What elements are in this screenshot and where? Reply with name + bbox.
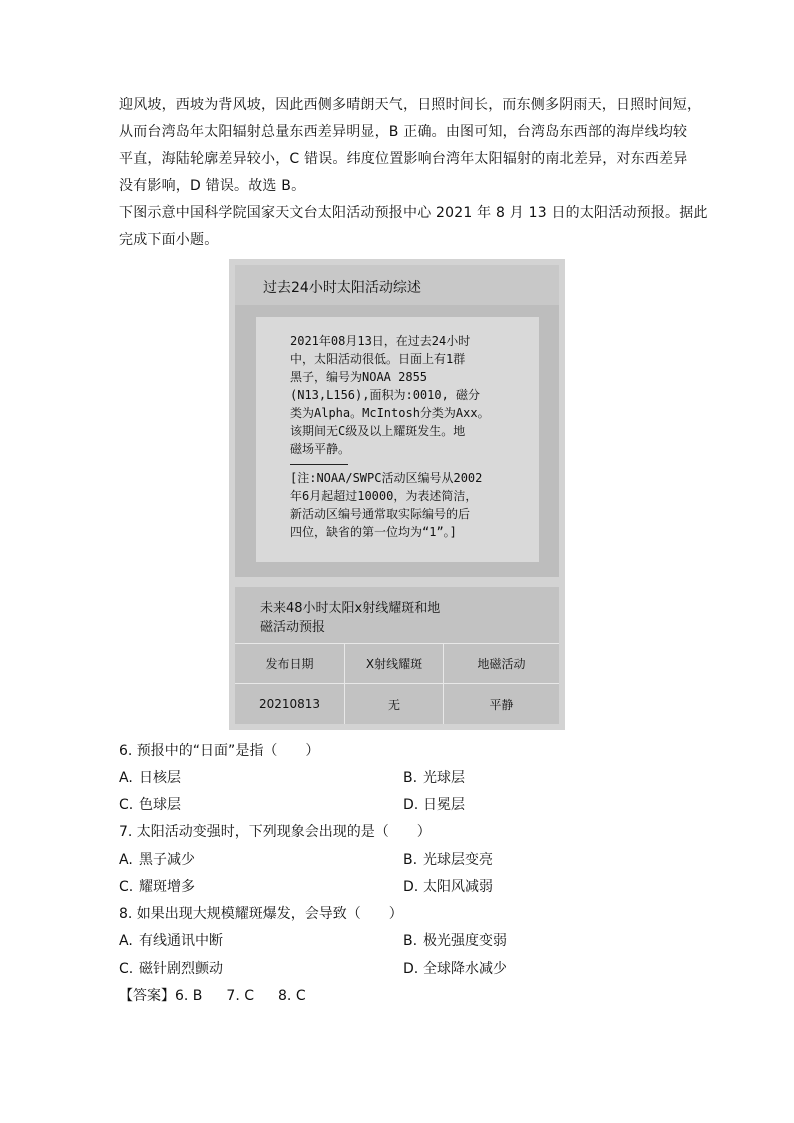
- table-header-geomagnetic: 地磁活动: [477, 656, 526, 671]
- answer-label: 【答案】: [119, 988, 175, 1004]
- question-7-option-a: [119, 849, 195, 869]
- intro-line: 从而台湾岛年太阳辐射总量东西差异明显，B 正确。由图可知，台湾岛东西部的海岸线均较: [119, 124, 688, 140]
- option-text: 太阳风减弱: [423, 879, 493, 895]
- summary-line: 中，太阳活动很低。日面上有1群: [290, 352, 466, 366]
- option-label: C.: [119, 879, 134, 895]
- forecast-panel-title: [260, 599, 440, 637]
- intro-line: 没有影响，D 错误。故选 B。: [119, 178, 306, 194]
- option-label: B.: [403, 852, 418, 868]
- summary-line: 2021年08月13日，在过去24小时: [290, 334, 471, 348]
- question-8-stem: 8. 如果出现大规模耀斑爆发，会导致（ ）: [119, 906, 403, 922]
- forecast-table: [235, 643, 559, 724]
- question-7-option-c: [119, 876, 195, 896]
- solar-forecast-figure: [229, 259, 565, 730]
- note-line: [注:NOAA/SWPC活动区编号从2002: [290, 471, 483, 485]
- option-label: B.: [403, 770, 418, 786]
- question-7-option-b: [403, 849, 493, 869]
- option-text: 全球降水减少: [423, 961, 507, 977]
- option-text: 日核层: [139, 770, 181, 786]
- note-line: 年6月起超过10000，为表述简洁，: [290, 489, 478, 503]
- option-text: 日冕层: [423, 797, 465, 813]
- option-text: 有线通讯中断: [139, 933, 223, 949]
- intro-line: 完成下面小题。: [119, 232, 219, 248]
- question-8-option-c: [119, 958, 223, 978]
- question-6-option-d: [403, 794, 465, 814]
- option-label: C.: [119, 961, 134, 977]
- summary-panel-header: [235, 265, 559, 305]
- forecast-title-line: 磁活动预报: [260, 620, 326, 635]
- table-cell-geomagnetic: 平静: [489, 697, 514, 712]
- question-6-stem: 6. 预报中的“日面”是指（ ）: [119, 743, 320, 759]
- question-6-option-c: [119, 794, 181, 814]
- option-label: B.: [403, 933, 418, 949]
- question-8-option-d: [403, 958, 507, 978]
- option-text: 磁针剧烈颤动: [139, 961, 223, 977]
- intro-line: 下图示意中国科学院国家天文台太阳活动预报中心 2021 年 8 月 13 日的太阳活动预报。据此: [119, 205, 708, 221]
- note-line: 四位，缺省的第一位均为“1”。]: [290, 525, 457, 539]
- note-line: 新活动区编号通常取实际编号的后: [290, 507, 471, 521]
- answer-line: [119, 985, 306, 1005]
- question-6-option-b: [403, 767, 465, 787]
- intro-paragraph: [119, 92, 708, 254]
- table-cell-date: 20210813: [258, 697, 321, 711]
- option-text: 色球层: [139, 797, 181, 813]
- summary-line: 类为Alpha。McIntosh分类为Axx。: [290, 406, 490, 420]
- summary-line: (N13,L156),面积为:0010, 磁分: [290, 388, 481, 402]
- option-label: A.: [119, 852, 133, 868]
- question-8-option-a: [119, 930, 223, 950]
- option-label: D.: [403, 961, 419, 977]
- option-text: 光球层变亮: [423, 852, 493, 868]
- forecast-title-line: 未来48小时太阳x射线耀斑和地: [260, 601, 441, 616]
- option-label: C.: [119, 797, 134, 813]
- summary-line: 该期间无C级及以上耀斑发生。地: [290, 424, 466, 438]
- forecast-panel: [235, 587, 559, 724]
- question-7-option-d: [403, 876, 493, 896]
- question-6-option-a: [119, 767, 181, 787]
- option-label: D.: [403, 879, 419, 895]
- summary-panel-title: 过去24小时太阳活动综述: [263, 280, 421, 296]
- option-text: 黑子减少: [139, 852, 195, 868]
- activity-summary-panel: [235, 265, 559, 577]
- summary-line: 黑子，编号为NOAA 2855: [290, 370, 428, 384]
- summary-text-box: [256, 317, 539, 562]
- intro-line: 平直，海陆轮廓差异较小，C 错误。纬度位置影响台湾年太阳辐射的南北差异，对东西差异: [119, 151, 688, 167]
- question-8-option-b: [403, 930, 507, 950]
- answer-item: 8. C: [278, 988, 306, 1004]
- summary-line: 磁场平静。: [290, 442, 351, 456]
- note-divider: [290, 464, 348, 465]
- intro-line: 迎风坡，西坡为背风坡，因此西侧多晴朗天气，日照时间长，而东侧多阴雨天，日照时间短，: [119, 97, 702, 113]
- answer-item: 7. C: [226, 988, 255, 1004]
- table-header-xray: X射线耀斑: [365, 656, 423, 671]
- option-label: A.: [119, 933, 133, 949]
- option-label: D.: [403, 797, 419, 813]
- option-text: 光球层: [423, 770, 465, 786]
- option-text: 极光强度变弱: [423, 933, 507, 949]
- option-label: A.: [119, 770, 133, 786]
- answer-item: 6. B: [175, 988, 203, 1004]
- table-header-date: 发布日期: [265, 656, 314, 671]
- question-7-stem: 7. 太阳活动变强时，下列现象会出现的是（ ）: [119, 824, 431, 840]
- option-text: 耀斑增多: [139, 879, 195, 895]
- summary-text: [290, 332, 530, 541]
- table-cell-xray: 无: [387, 697, 400, 712]
